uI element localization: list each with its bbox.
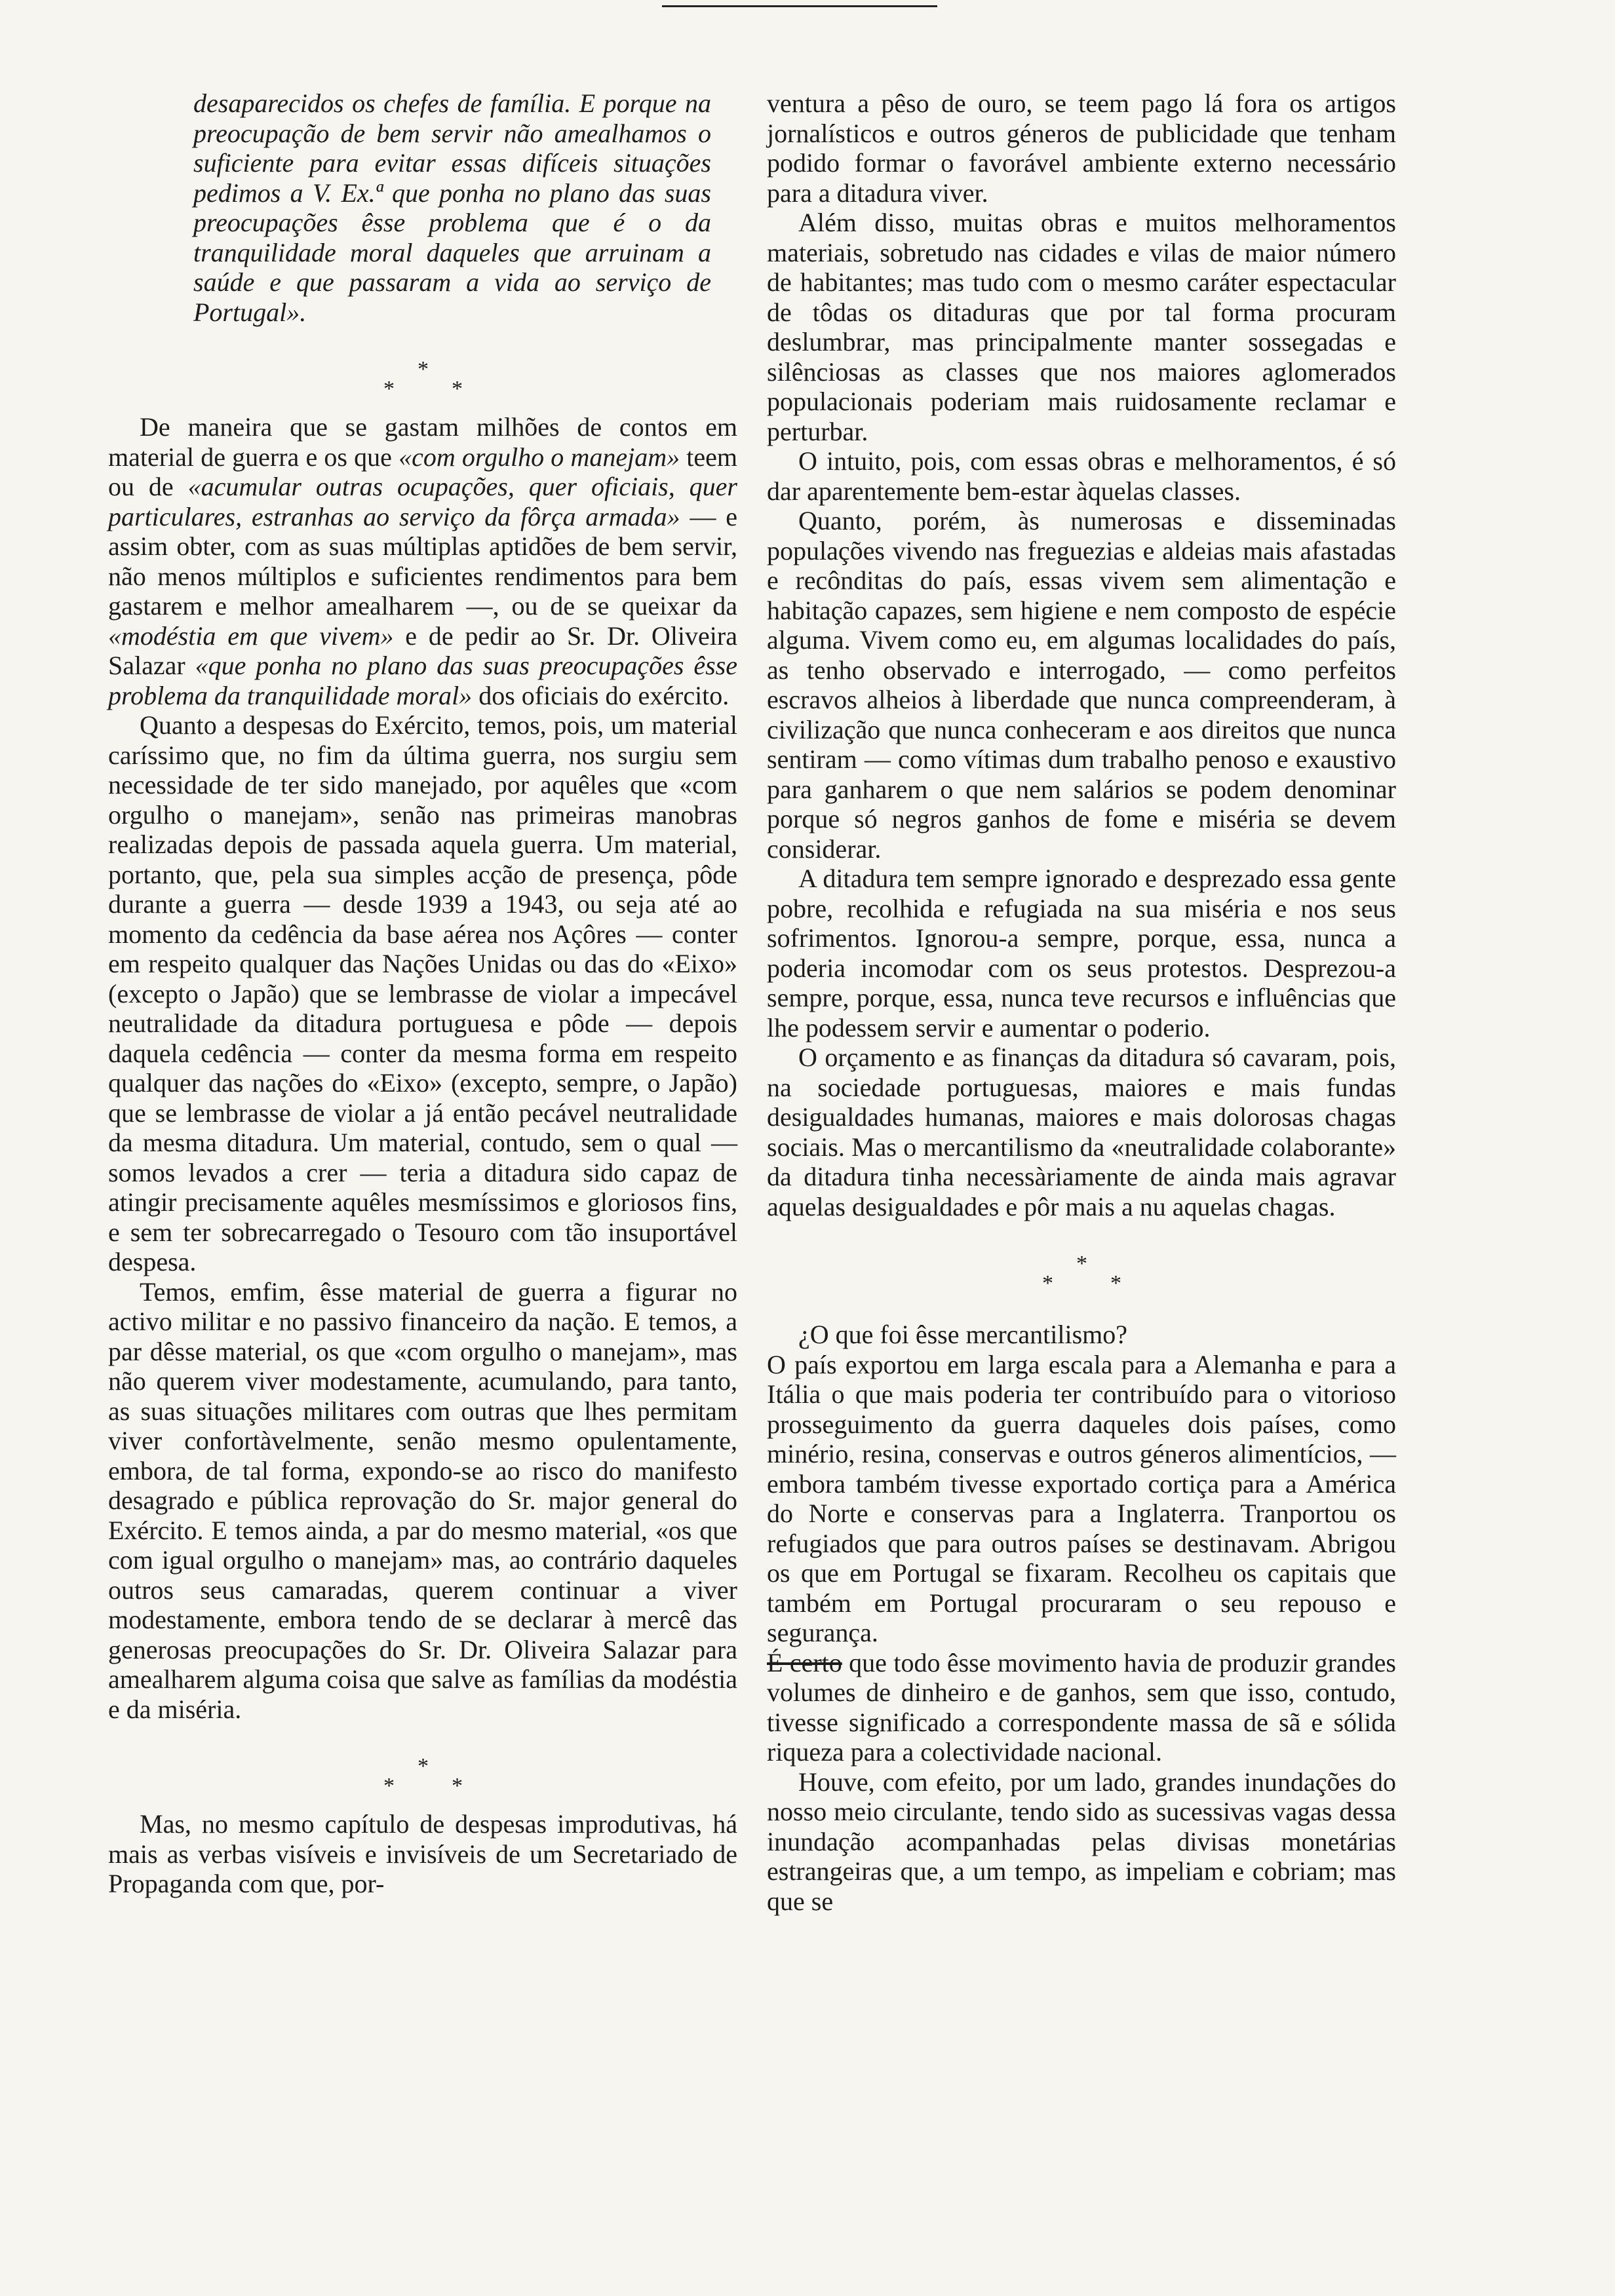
asterisk-icon: * (452, 377, 463, 401)
paragraph: Temos, emfim, êsse material de guerra a figurar no activo militar e no passivo financeiro da nação. E temos, a par dêsse material, os que «com orgulho o manejam», mas não querem viver modestamente, acumulando, para tanto, as suas situações militares com outras que lhes permitam viver confortàvelmente, senão mesmo opulentamente, embora, de tal forma, expondo-se ao risco do manifesto desagrado e pública reprovação do Sr. major general do Exército. E temos ainda, a par do mesmo material, «os que com igual orgulho o manejam» mas, ao contrário daqueles outros seus camaradas, querem continuar a viver modestamente, embora tendo de se declarar à mercê das generosas preocupações do Sr. Dr. Oliveira Salazar para amealharem alguma coisa que salve as famílias da modéstia e da miséria. (108, 1276, 737, 1724)
quote-paragraph: desaparecidos os chefes de família. E porque na preocupação de bem servir não amealhamos o suficiente para evitar essas difíceis situações pedimos a V. Ex.ª que ponha no plano das suas preocupações êsse problema que é o da tranquilidade moral daqueles que arruinam a saúde e que passaram a vida ao serviço de Portugal». (193, 88, 711, 327)
asterisk-icon: * (1076, 1252, 1087, 1276)
paragraph: Mas, no mesmo capítulo de despesas improdutivas, há mais as verbas visíveis e invisíveis de um Secretariado de Propaganda com que, por- (108, 1809, 737, 1898)
paragraph: Além disso, muitas obras e muitos melhoramentos materiais, sobretudo nas cidades e vilas de maior número de habitantes; mas tudo com o mesmo caráter espectacular de tôdas os ditaduras que por tal forma procuram deslumbrar, mas principalmente manter sossegadas e silênciosas as classes que nos maiores aglomerados populacionais poderiam mais ruidosamente reclamar e perturbar. (767, 208, 1396, 446)
paragraph: Quanto a despesas do Exército, temos, pois, um material caríssimo que, no fim da última guerra, nos surgiu sem necessidade de ter sido manejado, por aquêles que «com orgulho o manejam», senão nas primeiras manobras realizadas depois de passada aquela guerra. Um material, portanto, que, pela sua simples acção de presença, pôde durante a guerra — desde 1939 a 1943, ou seja até ao momento da cedência da base aérea nos Açôres — conter em respeito qualquer das Nações Unidas ou das do «Eixo» (excepto o Japão) que se lembrasse de violar a impecável neutralidade da ditadura portuguesa e pôde — depois daquela cedência — conter da mesma forma em respeito qualquer das nações do «Eixo» (excepto, sempre, o Japão) que se lembrasse de violar a já então pecável neutralidade da mesma ditadura. Um material, contudo, sem o qual — somos levados a crer — teria a ditadura sido capaz de atingir precisamente aquêles mesmíssimos e gloriosos fins, e sem ter sobrecarregado o Tesouro com tão insuportável despesa. (108, 710, 737, 1276)
paragraph: ventura a pêso de ouro, se teem pago lá fora os artigos jornalísticos e outros géneros de publicidade que tenham podido formar o favorável ambiente externo necessário para a ditadura viver. (767, 88, 1396, 208)
paragraph: A ditadura tem sempre ignorado e desprezado essa gente pobre, recolhida e refugiada na sua miséria e nos seus sofrimentos. Ignorou-a sempre, porque, essa, nunca a poderia incomodar com os seus protestos. Desprezou-a sempre, porque, essa, nunca teve recursos e influências que lhe podessem servir e aumentar o poderio. (767, 864, 1396, 1043)
left-column (108, 88, 737, 1899)
asterisk-icon: * (1110, 1271, 1121, 1295)
section-separator (108, 327, 737, 412)
paragraph: O país exportou em larga escala para a Alemanha e para a Itália o que mais poderia ter contribuído para o vitorioso prosseguimento da guerra daqueles dois países, como minério, resina, conservas e outros géneros alimentícios, — embora também tivesse exportado cortiça para a América do Norte e conservas para a Inglaterra. Tranportou os refugiados que para outros países se destinavam. Abrigou os que em Portugal se fixaram. Recolheu os capitais que também em Portugal procuraram o seu repouso e segurança. (767, 1349, 1396, 1647)
paragraph: O orçamento e as finanças da ditadura só cavaram, pois, na sociedade portuguesas, maiores e mais fundas desigualdades humanas, maiores e mais dolorosas chagas sociais. Mas o mercantilismo da «neutralidade colaborante» da ditadura tinha necessàriamente de ainda mais agravar aquelas desigualdades e pôr mais a nu aquelas chagas. (767, 1043, 1396, 1221)
asterisk-icon: * (452, 1774, 463, 1798)
section-separator (108, 1724, 737, 1809)
struck-text: É certo (767, 1647, 842, 1677)
section-question: ¿O que foi êsse mercantilismo? (798, 1320, 1128, 1349)
paragraph: É certo que todo êsse movimento havia de produzir grandes volumes de dinheiro e de ganhos, sem que isso, contudo, tivesse significado a correspondente massa de sã e sólida riqueza para a colectividade nacional. (767, 1647, 1396, 1767)
asterisk-icon: * (1042, 1271, 1053, 1295)
right-column (767, 88, 1396, 1916)
asterisk-icon: * (418, 357, 429, 381)
section-separator (767, 1221, 1396, 1320)
paragraph: O intuito, pois, com essas obras e melhoramentos, é só dar aparentemente bem-estar àquelas classes. (767, 446, 1396, 506)
top-rule (662, 5, 937, 7)
asterisk-icon: * (383, 1774, 395, 1798)
paragraph: De maneira que se gastam milhões de contos em material de guerra e os que «com orgulho o manejam» teem ou de «acumular outras ocupações, quer oficiais, quer particulares, estranhas ao serviço da fôrça armada» — e assim obter, com as suas múltiplas aptidões de bem servir, não menos múltiplos e suficientes rendimentos para bem gastarem e melhor amealharem —, ou de se queixar da «modéstia em que vivem» e de pedir ao Sr. Dr. Oliveira Salazar «que ponha no plano das suas preocupações êsse problema da tranquilidade moral» dos oficiais do exército. (108, 412, 738, 710)
paragraph: Houve, com efeito, por um lado, grandes inundações do nosso meio circulante, tendo sido as sucessivas vagas dessa inundação acompanhadas pelas divisas monetárias estrangeiras que, a um tempo, as impeliam e cobriam; mas que se (767, 1767, 1396, 1916)
paragraph: Quanto, porém, às numerosas e disseminadas populações vivendo nas freguezias e aldeias mais afastadas e recônditas do país, essas vivem sem alimentação e habitação capazes, sem higiene e nem composto de espécie alguma. Vivem como eu, em algumas localidades do país, as tenho observado e interrogado, — como perfeitos escravos alheios à liberdade que nunca compreenderam, à civilização que nunca conheceram e aos direitos que nunca sentiram — como vítimas dum trabalho penoso e exaustivo para ganharem o que nem salários se podem denominar porque só negros ganhos de fome e miséria se devem considerar. (767, 506, 1396, 864)
asterisk-icon: * (383, 377, 395, 401)
asterisk-icon: * (418, 1754, 429, 1778)
